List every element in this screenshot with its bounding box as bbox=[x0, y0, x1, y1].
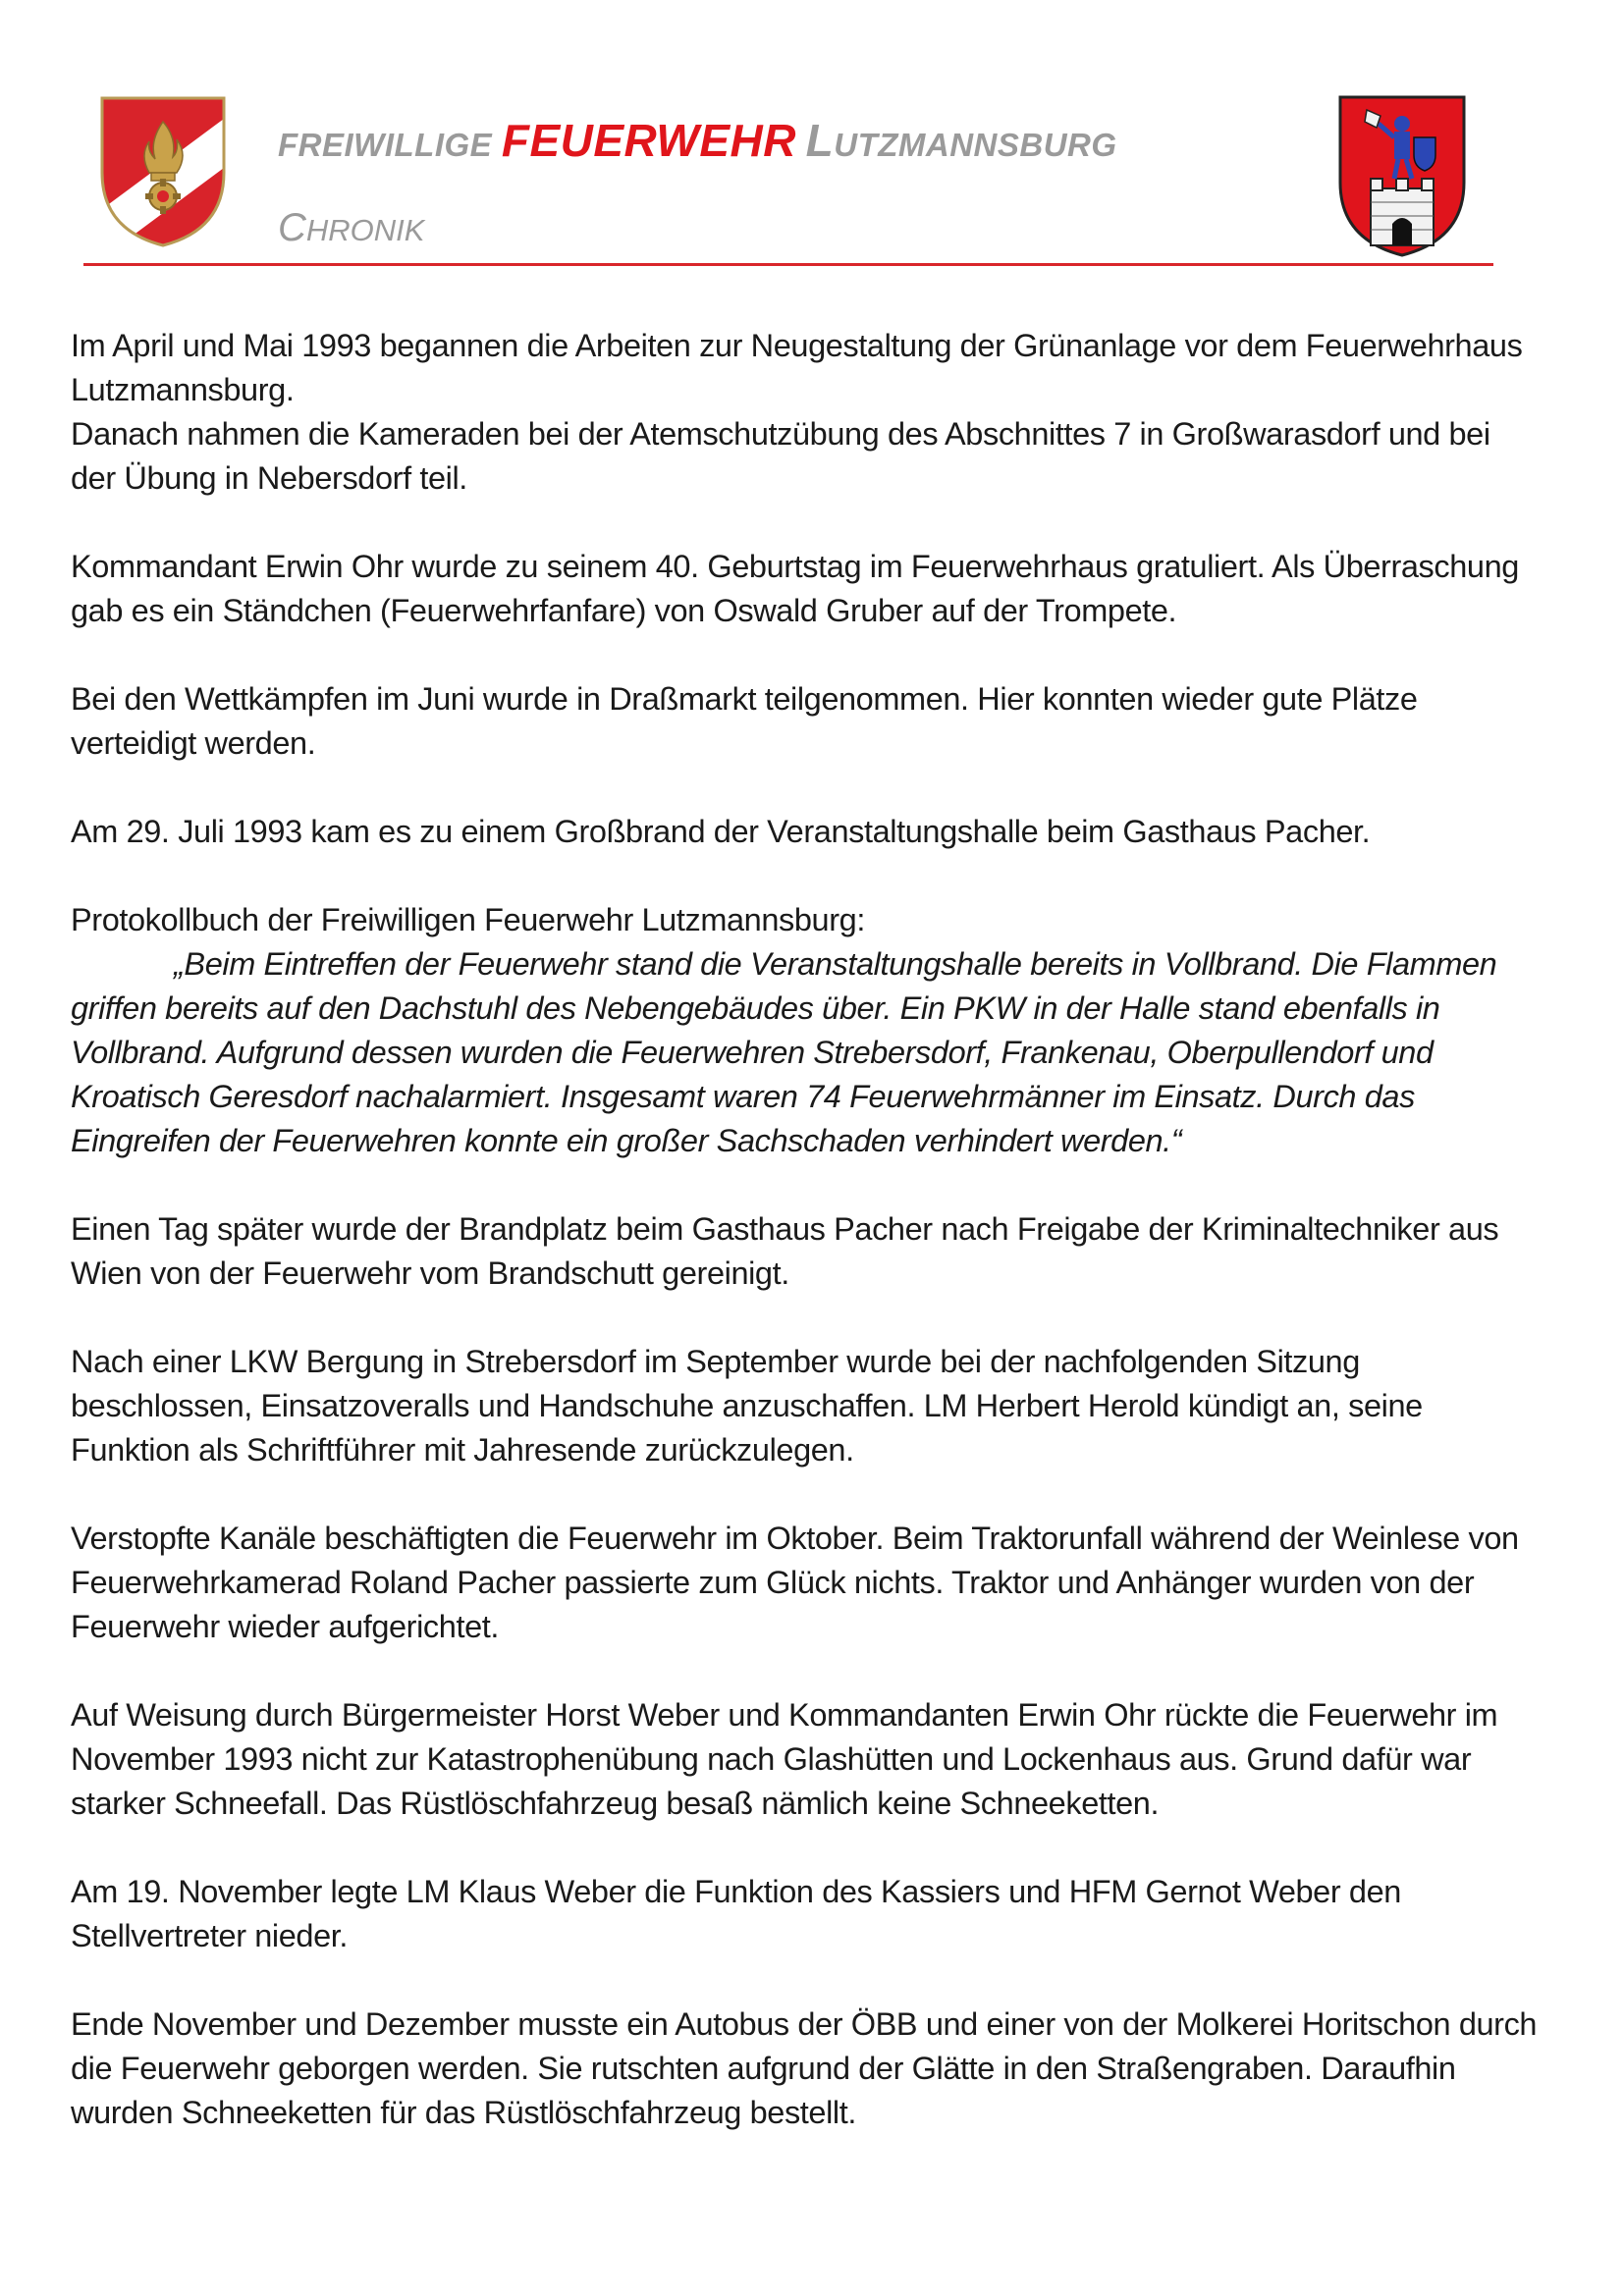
paragraph-intro: Im April und Mai 1993 begannen die Arbeiten zur Neugestaltung der Grünanlage vor dem Feuerwehrhaus Lutzmannsburg. Danach nahmen die Kameraden bei der Atemschutzübung des Abschnittes 7 in Großwarasdorf und bei der Übung in Nebersdorf teil. bbox=[71, 328, 1523, 496]
paragraph-truck-recovery: Nach einer LKW Bergung in Strebersdorf im September wurde bei der nachfolgenden Sitzung beschlossen, Einsatzoveralls und Handschuhe anzuschaffen. LM Herbert Herold kündigt an, seine Funktion als Schriftführer mit Jahresende zurückzulegen. bbox=[71, 1344, 1423, 1468]
protocol-intro: Protokollbuch der Freiwilligen Feuerwehr Lutzmannsburg: bbox=[71, 902, 865, 937]
paragraph-november-exercise: Auf Weisung durch Bürgermeister Horst Weber und Kommandanten Erwin Ohr rückte die Feuerwehr im November 1993 nicht zur Katastrophenübung nach Glashütten und Lockenhaus aus. Grund dafür war starker Schneefall. Das Rüstlöschfahrzeug besaß nämlich keine Schneeketten. bbox=[71, 1697, 1498, 1821]
paragraph-october: Verstopfte Kanäle beschäftigten die Feuerwehr im Oktober. Beim Traktorunfall während der Weinlese von Feuerwehrkamerad Roland Pacher passierte zum Glück nichts. Traktor und Anhänger wurden von der Feuerwehr wieder aufgerichtet. bbox=[71, 1521, 1519, 1644]
organization-title: FREIWILLIGE FEUERWEHR LUTZMANNSBURG bbox=[278, 115, 1117, 166]
header-divider bbox=[83, 263, 1493, 266]
lutzmannsburg-coat-of-arms-icon bbox=[1337, 94, 1467, 259]
paragraph-bus-recovery: Ende November und Dezember musste ein Autobus der ÖBB und einer von der Molkerei Horitschon durch die Feuerwehr geborgen werden. Sie rutschten aufgrund der Glätte in den Straßengraben. Daraufhin wurden Schneeketten für das Rüstlöschfahrzeug bestellt. bbox=[71, 2006, 1538, 2130]
document-subtitle: CHRONIK bbox=[278, 206, 425, 249]
page-header bbox=[0, 0, 1624, 275]
paragraph-major-fire: Am 29. Juli 1993 kam es zu einem Großbrand der Veranstaltungshalle beim Gasthaus Pacher. bbox=[71, 814, 1371, 849]
paragraph-resignations: Am 19. November legte LM Klaus Weber die Funktion des Kassiers und HFM Gernot Weber den Stellvertreter nieder. bbox=[71, 1874, 1401, 1953]
chronicle-body bbox=[71, 324, 1543, 2179]
fire-brigade-emblem-icon bbox=[98, 94, 228, 249]
paragraph-competition: Bei den Wettkämpfen im Juni wurde in Draßmarkt teilgenommen. Hier konnten wieder gute Plätze verteidigt werden. bbox=[71, 681, 1418, 761]
paragraph-birthday: Kommandant Erwin Ohr wurde zu seinem 40. Geburtstag im Feuerwehrhaus gratuliert. Als Überraschung gab es ein Ständchen (Feuerwehrfanfare) von Oswald Gruber auf der Trompete. bbox=[71, 549, 1519, 628]
paragraph-cleanup: Einen Tag später wurde der Brandplatz beim Gasthaus Pacher nach Freigabe der Kriminaltechniker aus Wien von der Feuerwehr vom Brandschutt gereinigt. bbox=[71, 1211, 1499, 1291]
protocol-quote: „Beim Eintreffen der Feuerwehr stand die Veranstaltungshalle bereits in Vollbrand. Die Flammen griffen bereits auf den Dachstuhl des Nebengebäudes über. Ein PKW in der Halle stand ebenfalls in Vollbrand. Aufgrund dessen wurden die Feuerwehren Strebersdorf, Frankenau, Oberpullendorf und Kroatisch Geresdorf nachalarmiert. Insgesamt waren 74 Feuerwehrmänner im Einsatz. Durch das Eingreifen der Feuerwehren konnte ein großer Sachschaden verhindert werden.“ bbox=[71, 946, 1497, 1158]
